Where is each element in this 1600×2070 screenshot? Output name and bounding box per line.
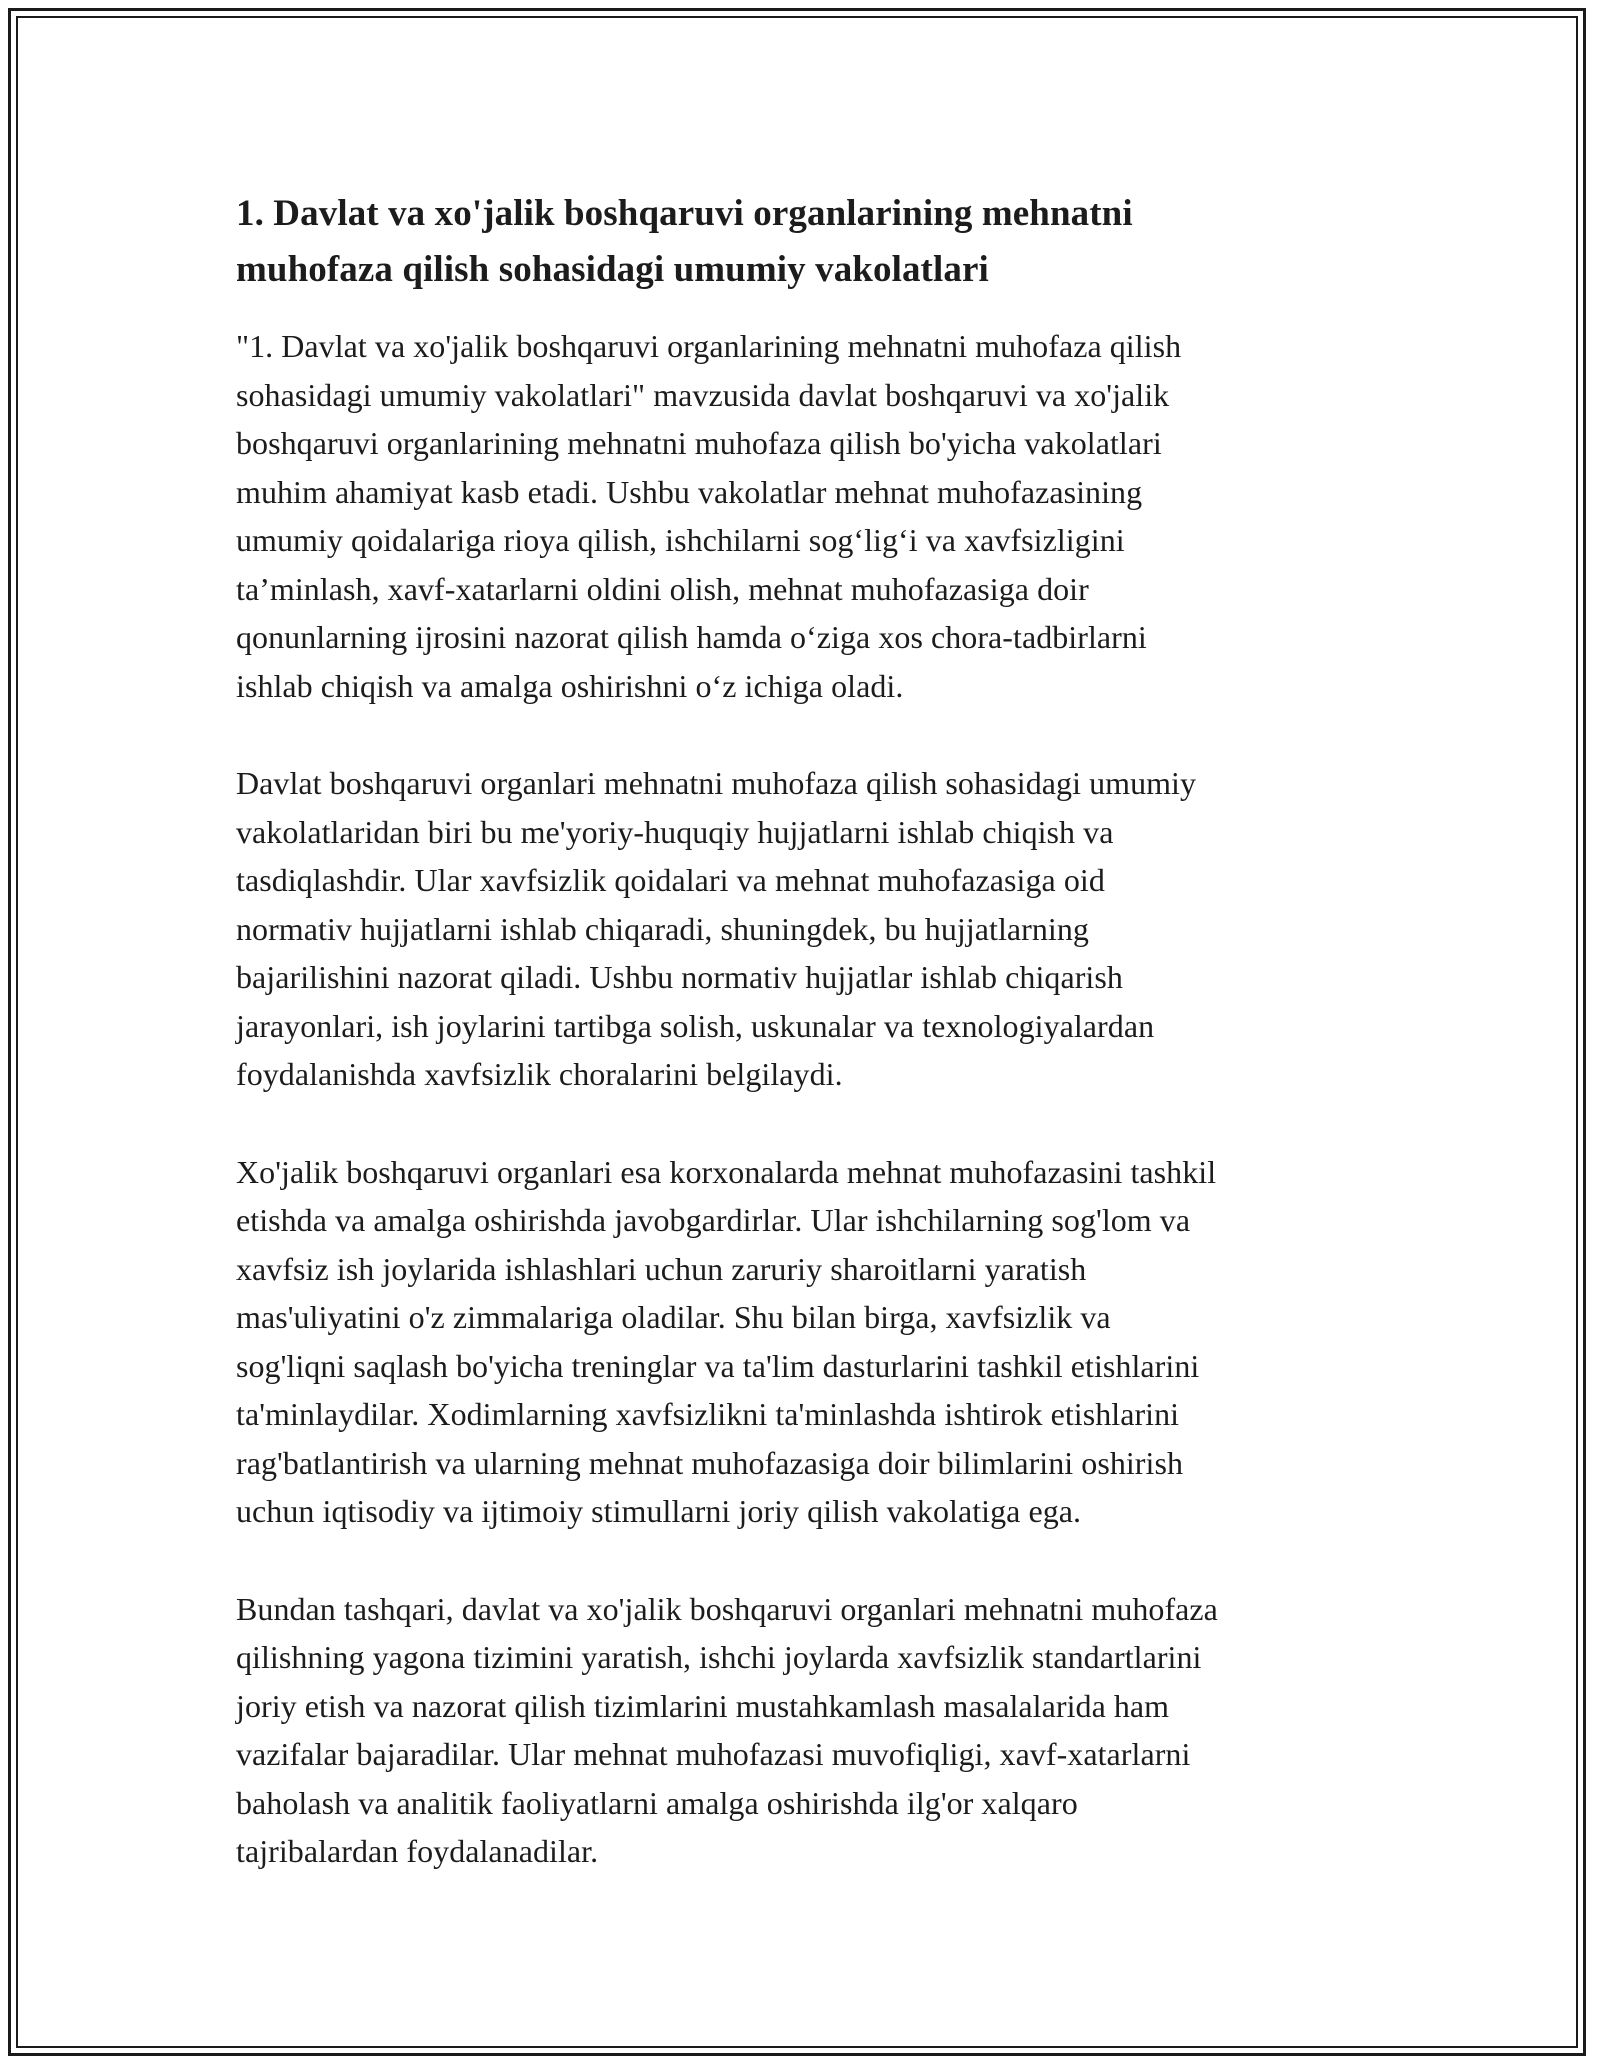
text-line: ishlab chiqish va amalga oshirishni o‘z ichiga oladi. — [236, 667, 904, 704]
text-line: qilishning yagona tizimini yaratish, ishchi joylarda xavfsizlik standartlarini — [236, 1639, 1202, 1675]
text-line: Bundan tashqari, davlat va xo'jalik boshqaruvi organlari mehnatni muhofaza — [236, 1590, 1218, 1627]
paragraph-state-bodies — [236, 759, 1366, 1099]
text-line: uchun iqtisodiy va ijtimoiy stimullarni joriy qilish vakolatiga ega. — [236, 1493, 1082, 1529]
text-line: Davlat boshqaruvi organlari mehnatni muhofaza qilish sohasidagi umumiy — [236, 765, 1197, 801]
paragraph-additional — [236, 1585, 1366, 1876]
text-line: joriy etish va nazorat qilish tizimlarini mustahkamlash masalalarida ham — [236, 1687, 1170, 1724]
text-line: "1. Davlat va xo'jalik boshqaruvi organlarining mehnatni muhofaza qilish — [236, 328, 1182, 364]
text-line: umumiy qoidalariga rioya qilish, ishchilarni sog‘lig‘i va xavfsizligini — [236, 522, 1125, 558]
text-line: foydalanishda xavfsizlik choralarini belgilaydi. — [236, 1056, 843, 1092]
text-line: xavfsiz ish joylarida ishlashlari uchun zaruriy sharoitlarni yaratish — [236, 1250, 1087, 1287]
text-line: sog'liqni saqlash bo'yicha treninglar va ta'lim dasturlarini tashkil etishlarini — [236, 1347, 1200, 1384]
text-line: qonunlarning ijrosini nazorat qilish hamda o‘ziga xos chora-tadbirlarni — [236, 619, 1147, 655]
text-line: ta'minlaydilar. Xodimlarning xavfsizlikni ta'minlashda ishtirok etishlarini — [236, 1396, 1180, 1432]
text-line: sohasidagi umumiy vakolatlari" mavzusida davlat boshqaruvi va xo'jalik — [236, 376, 1170, 413]
title-line: 1. Davlat va xo'jalik boshqaruvi organlarining mehnatni — [236, 193, 1133, 234]
text-line: mas'uliyatini o'z zimmalariga oladilar. Shu bilan birga, xavfsizlik va — [236, 1299, 1111, 1335]
paragraph-intro — [236, 322, 1366, 710]
text-line: muhim ahamiyat kasb etadi. Ushbu vakolatlar mehnat muhofazasining — [236, 473, 1143, 510]
text-line: jarayonlari, ish joylarini tartibga solish, uskunalar va texnologiyalardan — [236, 1007, 1155, 1044]
text-line: tajribalardan foydalanadilar. — [236, 1833, 599, 1869]
document-title — [236, 186, 1366, 298]
text-line: ta’minlash, xavf-xatarlarni oldini olish, mehnat muhofazasiga doir — [236, 570, 1089, 607]
text-line: bajarilishini nazorat qiladi. Ushbu normativ hujjatlar ishlab chiqarish — [236, 959, 1123, 995]
title-line: muhofaza qilish sohasidagi umumiy vakolatlari — [236, 249, 989, 290]
text-line: rag'batlantirish va ularning mehnat muhofazasiga doir bilimlarini oshirish — [236, 1444, 1184, 1481]
text-line: normativ hujjatlarni ishlab chiqaradi, shuningdek, bu hujjatlarning — [236, 910, 1089, 947]
text-line: etishda va amalga oshirishda javobgardirlar. Ular ishchilarning sog'lom va — [236, 1202, 1191, 1238]
text-line: vakolatlaridan biri bu me'yoriy-huquqiy hujjatlarni ishlab chiqish va — [236, 813, 1114, 850]
text-line: tasdiqlashdir. Ular xavfsizlik qoidalari va mehnat muhofazasiga oid — [236, 862, 1105, 898]
text-line: Xo'jalik boshqaruvi organlari esa korxonalarda mehnat muhofazasini tashkil — [236, 1153, 1217, 1190]
text-line: vazifalar bajaradilar. Ular mehnat muhofazasi muvofiqligi, xavf-xatarlarni — [236, 1736, 1191, 1772]
document-body — [236, 186, 1366, 1925]
text-line: boshqaruvi organlarining mehnatni muhofaza qilish bo'yicha vakolatlari — [236, 425, 1162, 461]
text-line: baholash va analitik faoliyatlarni amalga oshirishda ilg'or xalqaro — [236, 1784, 1078, 1821]
paragraph-economic-bodies — [236, 1148, 1366, 1536]
